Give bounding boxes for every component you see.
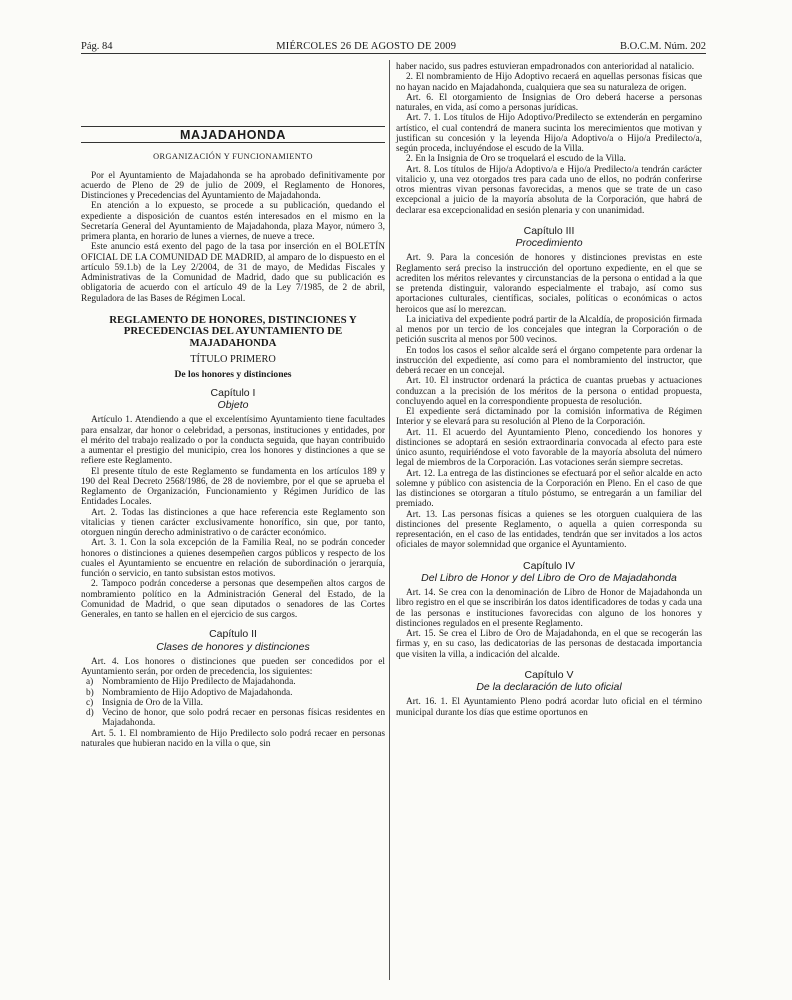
article-paragraph: 2. Tampoco podrán concederse a personas que desempeñen altos cargos de nombramiento político en la Administración General del Estado, de la Comunidad de Madrid, o que sean diputados o senadores de las Cortes Generales, en tanto se hallen en el ejercicio de sus cargos. [81, 579, 385, 620]
municipality-heading: MAJADAHONDA [81, 126, 385, 143]
chapter-label: Capítulo III [523, 224, 575, 237]
article-paragraph: El expediente será dictaminado por la comisión informativa de Régimen Interior y se elevará para su resolución al Pleno de la Corporación. [396, 407, 702, 428]
chapter-label: Capítulo I [210, 386, 256, 399]
article-paragraph: En todos los casos el señor alcalde será el órgano competente para ordenar la instrucción del expediente, así como para el nombramiento del instructor, que deberá recaer en un concejal. [396, 345, 702, 376]
intro-paragraph: Por el Ayuntamiento de Majadahonda se ha aprobado definitivamente por acuerdo de Pleno de 29 de julio de 2009, el Reglamento de Honores, Distinciones y Precedencias del Ayuntamiento de Majadahonda. [81, 170, 385, 201]
list-item-text: Insignia de Oro de la Villa. [102, 697, 203, 708]
titulo-heading: TÍTULO PRIMERO [190, 354, 276, 366]
list-item-text: Nombramiento de Hijo Predilecto de Majadahonda. [102, 677, 296, 688]
chapter-title: Clases de honores y distinciones [156, 640, 310, 653]
chapter-title: Objeto [217, 399, 249, 411]
list-item-text: Vecino de honor, que solo podrá recaer en personas físicas residentes en Majadahonda. [102, 708, 385, 729]
publication-name: B.O.C.M. Núm. 202 [619, 41, 706, 52]
column-divider [389, 60, 390, 980]
list-item-text: Nombramiento de Hijo Adoptivo de Majadahonda. [102, 687, 293, 698]
chapter-title: Procedimiento [515, 237, 583, 249]
list-item [81, 708, 385, 729]
article-paragraph: 2. En la Insignia de Oro se troquelará el escudo de la Villa. [406, 154, 626, 165]
chapter-label: Capítulo II [209, 628, 257, 641]
article-paragraph: Art. 16. 1. El Ayuntamiento Pleno podrá acordar luto oficial en el término municipal durante los días que estime oportunos en [396, 697, 702, 718]
list-item [81, 698, 385, 708]
article-paragraph: Art. 15. Se crea el Libro de Oro de Majadahonda, en el que se recogerán las firmas y, en su caso, las dedicatorias de las personas de destacada importancia que visiten la villa, a indicación del alcalde. [396, 629, 702, 660]
chapter-label: Capítulo IV [523, 559, 575, 572]
list-item-label: b) [86, 687, 94, 698]
list-item-label: a) [86, 677, 94, 688]
article-paragraph: Art. 4. Los honores o distinciones que pueden ser concedidos por el Ayuntamiento serán, por orden de precedencia, los siguientes: [81, 656, 385, 677]
article-paragraph: Art. 6. El otorgamiento de Insignias de Oro deberá hacerse a personas naturales, en vida, así como a personas jurídicas. [396, 92, 702, 113]
intro-paragraph: En atención a lo expuesto, se procede a su publicación, quedando el expediente a disposición de cuantos estén interesados en el mismo en la Secretaría General del Ayuntamiento de Majadahonda, plaza Mayor, número 3, primera planta, en horario de lunes a viernes, de nueve a trece. [81, 201, 385, 242]
page-header [81, 36, 706, 52]
list-item [81, 688, 385, 698]
precedence-list [81, 677, 385, 728]
article-paragraph: El presente título de este Reglamento se fundamenta en los artículos 189 y 190 del Real Decreto 2568/1986, de 28 de noviembre, por el que se aprueba el Reglamento de Organización, Funcionamiento y Régimen Jurídico de las Entidades Locales. [81, 466, 385, 508]
titulo-subheading: De los honores y distinciones [174, 368, 292, 380]
article-paragraph: Artículo 1. Atendiendo a que el excelentísimo Ayuntamiento tiene facultades para ensalzar, dar honor o celebridad, a personas, instituciones y entidades, por el mérito del trabajo realizado o por la conducta seguida, que hayan contribuido a aumentar el prestigio del municipio, crea los honores y distinciones a que se refiere este Reglamento. [81, 415, 385, 467]
article-paragraph: Art. 9. Para la concesión de honores y distinciones previstas en este Reglamento será preciso la instrucción del oportuno expediente, en el que se acrediten los méritos relevantes y circunstancias de la persona o entidad a la que se pretenda distinguir, valorando especialmente el trabajo, así como sus aportaciones culturales, científicas, sociales, políticas o económicas o actos heroicos que así lo merezcan. [396, 253, 702, 315]
article-paragraph: Art. 12. La entrega de las distinciones se efectuará por el señor alcalde en acto solemne y público con asistencia de la Corporación en Pleno. En el caso de que las distinciones se otorgaran a título póstumo, se entregarán a un familiar del premiado. [396, 468, 702, 510]
chapter-label: Capítulo V [524, 668, 574, 681]
article-paragraph: Art. 13. Las personas físicas a quienes se les otorguen cualquiera de las distinciones del presente Reglamento, o aquella a quien corresponda su representación, en el caso de las entidades, tendrán que ser invitados a los actos oficiales de mayor solemnidad que organice el Ayuntamiento. [396, 509, 702, 551]
article-paragraph: Art. 5. 1. El nombramiento de Hijo Predilecto solo podrá recaer en personas naturales que hubieran nacido en la villa o que, sin [81, 728, 385, 749]
chapter-title: Del Libro de Honor y del Libro de Oro de Majadahonda [421, 571, 677, 584]
article-paragraph: Art. 2. Todas las distinciones a que hace referencia este Reglamento son vitalicias y tienen carácter exclusivamente honorífico, sin que, por tanto, otorguen ningún derecho administrativo o de carácter económico. [81, 507, 385, 538]
article-paragraph: Art. 3. 1. Con la sola excepción de la Familia Real, no se podrán conceder honores o distinciones a quienes desempeñen cargos públicos y respecto de los cuales el Ayuntamiento se encuentre en relación de subordinación o jerarquía, función o servicio, en tanto subsistan estos motivos. [81, 538, 385, 579]
page-number: Pág. 84 [81, 41, 113, 52]
article-paragraph: Art. 10. El instructor ordenará la práctica de cuantas pruebas y actuaciones conduzcan a la precisión de los méritos de la persona o entidad propuesta, concluyendo aquel en la correspondiente propuesta de resolución. [396, 376, 702, 407]
article-paragraph: Art. 14. Se crea con la denominación de Libro de Honor de Majadahonda un libro registro en el que se inscribirán los datos identificadores de todas y cada una de las personas e instituciones favorecidas con alguno de los honores y distinciones regulados en el presente Reglamento. [396, 588, 702, 629]
left-column [81, 118, 385, 749]
publication-date: MIÉRCOLES 26 DE AGOSTO DE 2009 [276, 41, 457, 52]
article-paragraph: haber nacido, sus padres estuvieran empadronados con anterioridad al natalicio. [396, 62, 695, 72]
section-heading: ORGANIZACIÓN Y FUNCIONAMIENTO [153, 152, 313, 162]
article-paragraph: Art. 8. Los títulos de Hijo/a Adoptivo/a e Hijo/a Predilecto/a tendrán carácter vitalicio y, una vez otorgados tres para cada uno de ellos, no podrán conferirse otros mientras vivan personas favorecidas, a menos que se trate de un caso excepcional a juicio de la mayoría absoluta de la Corporación, que habrá de declarar esa excepcionalidad en sesión plenaria y con unanimidad. [396, 164, 702, 216]
header-rule [81, 53, 706, 54]
list-item [81, 677, 385, 687]
intro-paragraph: Este anuncio está exento del pago de la tasa por inserción en el BOLETÍN OFICIAL DE LA COMUNIDAD DE MADRID, al amparo de lo dispuesto en el artículo 59.1.b) de la Ley 2/2004, de 31 de mayo, de Medidas Fiscales y Administrativas de la Comunidad de Madrid, dado que su publicación es obligatoria de acuerdo con el artículo 49 de la Ley 7/1985, de 2 de abril, Reguladora de las Bases de Régimen Local. [81, 242, 385, 304]
reglamento-title: REGLAMENTO DE HONORES, DISTINCIONES Y PRECEDENCIAS DEL AYUNTAMIENTO DE MAJADAHONDA [109, 313, 357, 349]
chapter-title: De la declaración de luto oficial [476, 681, 622, 693]
article-paragraph: 2. El nombramiento de Hijo Adoptivo recaerá en aquellas personas físicas que no hayan nacido en Majadahonda, cualquiera que sea su naturaleza de origen. [396, 72, 702, 93]
article-paragraph: La iniciativa del expediente podrá partir de la Alcaldía, de proposición firmada al menos por un tercio de los concejales que integran la Corporación o de petición suscrita al menos por 500 vecinos. [396, 314, 702, 346]
article-paragraph: Art. 11. El acuerdo del Ayuntamiento Pleno, concediendo los honores y distinciones se adoptará en sesión extraordinaria convocada al efecto para este único asunto, requiriéndose el voto favorable de la mayoría absoluta del número legal de miembros de la Corporación. Las votaciones serán siempre secretas. [396, 427, 702, 469]
list-item-label: d) [86, 708, 94, 718]
right-column [396, 62, 702, 718]
article-paragraph: Art. 7. 1. Los títulos de Hijo Adoptivo/Predilecto se extenderán en pergamino artístico, el cual contendrá de manera sucinta los merecimientos que motivan y justifican su concesión y la leyenda Hijo/a Adoptivo/a o Hijo/a Predilecto/a, según proceda, incluyéndose el escudo de la Villa. [396, 113, 702, 154]
list-item-label: c) [86, 697, 94, 708]
